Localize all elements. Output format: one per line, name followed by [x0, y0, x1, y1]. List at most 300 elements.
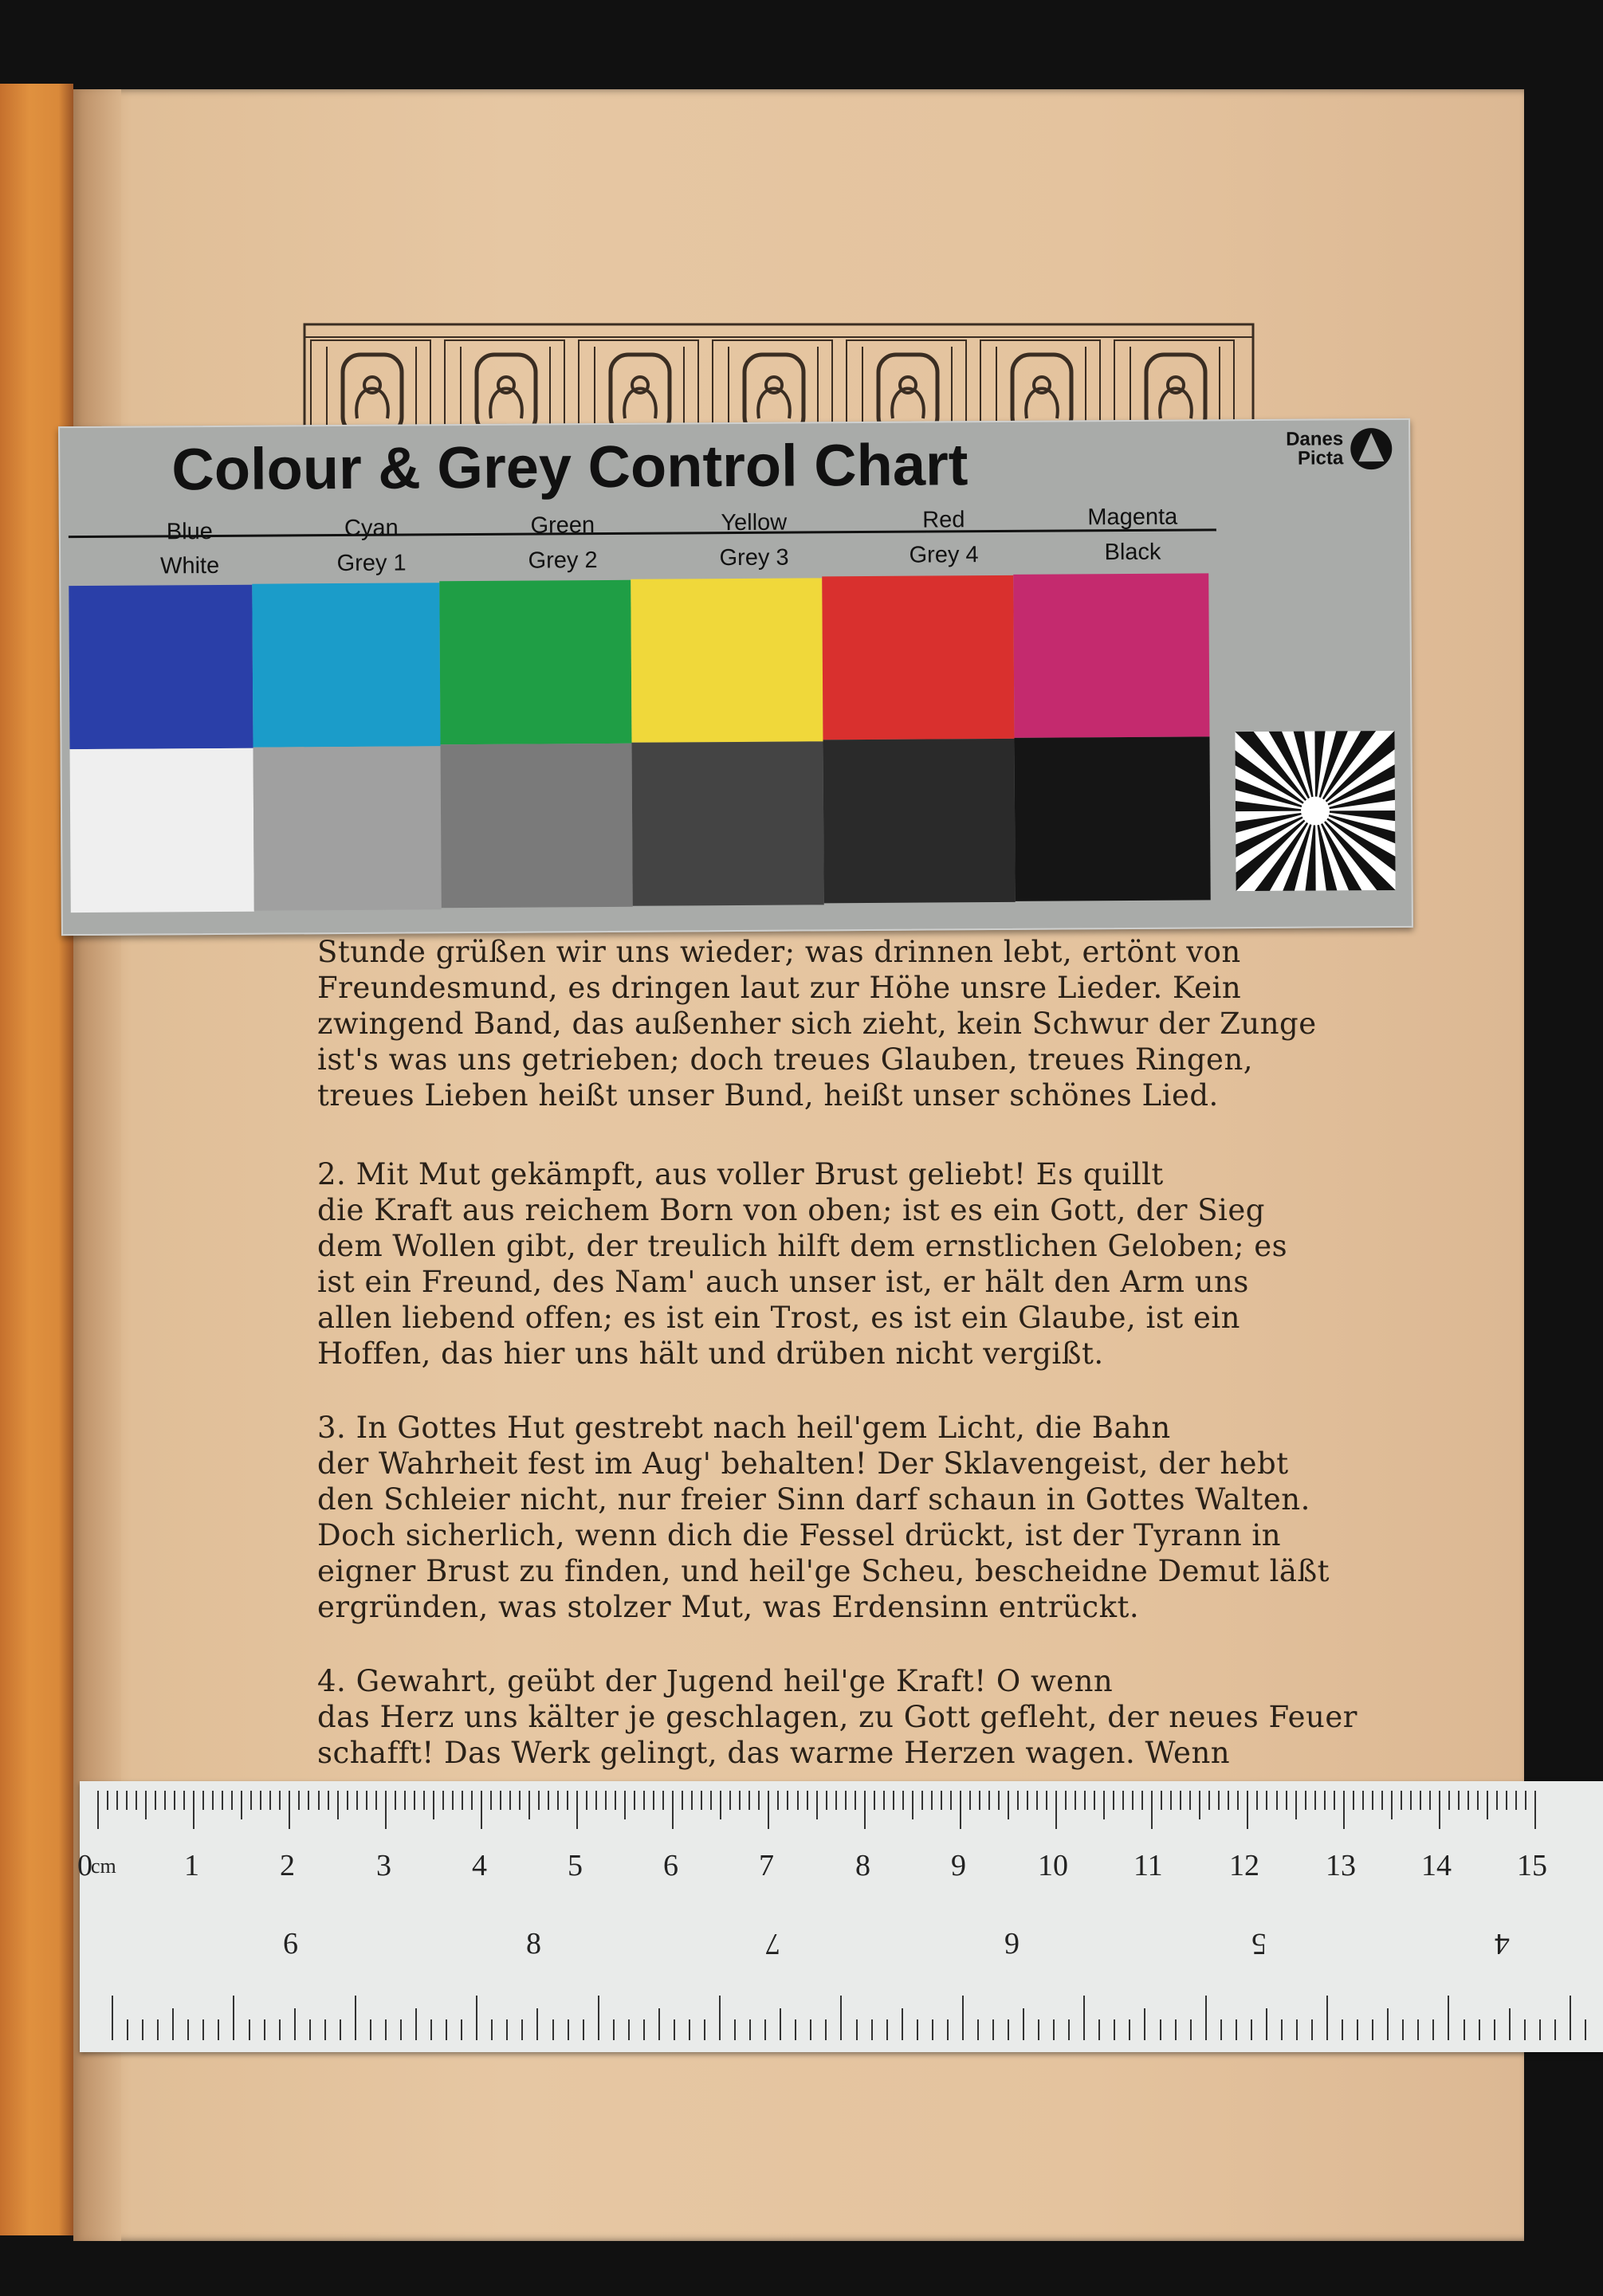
ruler-tick — [613, 2019, 615, 2040]
ruler-tick — [729, 1791, 731, 1810]
ruler-tick — [490, 1791, 492, 1810]
ruler-tick — [988, 1791, 990, 1810]
ruler-tick — [1027, 1791, 1028, 1810]
ruler-tick — [1439, 1791, 1440, 1829]
ruler-tick — [1065, 1791, 1067, 1810]
ruler-tick — [294, 2008, 296, 2040]
ruler-tick — [1479, 2019, 1480, 2040]
ruler-tick — [538, 1791, 540, 1810]
ruler-tick — [1180, 1791, 1181, 1810]
ruler-tick — [1276, 1791, 1278, 1810]
ruler-tick — [840, 1996, 842, 2040]
ruler-tick — [260, 1791, 261, 1810]
ruler-tick — [202, 1791, 204, 1810]
color-swatch — [439, 580, 631, 744]
ruler-tick — [183, 1791, 185, 1810]
ruler-tick — [107, 1791, 108, 1810]
ruler-tick — [318, 1791, 320, 1810]
ruler-tick — [1357, 2019, 1358, 2040]
ruler-tick — [222, 1791, 223, 1810]
ruler-tick — [1055, 1791, 1057, 1829]
ruler-tick — [1113, 1791, 1114, 1810]
ruler-tick — [816, 1791, 818, 1819]
ruler-tick — [328, 1791, 329, 1810]
ruler-tick — [689, 2019, 690, 2040]
color-swatch — [822, 575, 1014, 740]
ruler-tick — [825, 2019, 827, 2040]
ruler-tick — [289, 1791, 290, 1829]
ruler-tick — [810, 2019, 811, 2040]
ruler-number: 9 — [951, 1849, 966, 1882]
ruler-tick — [491, 2019, 493, 2040]
ruler-tick — [658, 2008, 660, 2040]
grey-swatch — [70, 748, 254, 913]
ruler-tick — [1266, 1791, 1267, 1810]
grey-swatch — [441, 744, 633, 908]
color-swatch — [631, 578, 823, 742]
text-line: Freundesmund, es dringen laut zur Höhe unsre Lieder. Kein — [317, 971, 1242, 1005]
ruler-tick — [136, 1791, 137, 1810]
ruler-tick — [795, 2019, 796, 2040]
ruler-tick — [1314, 1791, 1316, 1810]
ruler-tick — [932, 2019, 933, 2040]
ruler-tick — [883, 1791, 885, 1810]
ruler-tick — [536, 2008, 538, 2040]
ruler-tick — [231, 1791, 233, 1810]
ruler-tick — [1585, 2019, 1586, 2040]
ruler-tick — [172, 2008, 174, 2040]
ruler-tick — [886, 2019, 888, 2040]
text-line: der Wahrheit fest im Aug' behalten! Der Sklavengeist, der hebt — [317, 1446, 1289, 1481]
ruler-tick — [1228, 1791, 1229, 1810]
ruler-tick — [264, 2019, 265, 2040]
text-line: das Herz uns kälter je geschlagen, zu Gott gefleht, der neues Feuer — [317, 1700, 1357, 1734]
ruler-number: 3 — [376, 1849, 391, 1882]
ruler-tick — [519, 1791, 521, 1810]
ruler-tick — [962, 1996, 964, 2040]
ruler-tick — [1208, 1791, 1210, 1810]
ruler-tick — [1256, 1791, 1258, 1810]
ruler-number: 14 — [1421, 1849, 1452, 1882]
color-swatch — [69, 585, 253, 749]
ruler-tick — [1008, 1791, 1009, 1819]
ruler-tick — [634, 1791, 635, 1810]
ruler-tick — [155, 1791, 156, 1810]
ruler-tick — [1487, 1791, 1488, 1819]
ruler-tick — [662, 1791, 664, 1810]
ruler-tick — [385, 1791, 387, 1829]
ruler-tick — [874, 1791, 875, 1810]
text-line: ist's was uns getrieben; doch treues Glauben, treues Ringen, — [317, 1042, 1254, 1077]
ruler-tick — [1494, 2019, 1495, 2040]
ruler-tick — [826, 1791, 827, 1810]
ruler-tick — [452, 1791, 454, 1810]
ruler-tick — [442, 1791, 444, 1810]
ruler-tick — [370, 2019, 371, 2040]
ruler-tick — [1084, 1791, 1086, 1810]
ruler-tick — [749, 2019, 751, 2040]
ruler-tick — [1524, 2019, 1526, 2040]
label-grey-3: Grey 3 — [719, 544, 789, 571]
ruler-tick — [404, 1791, 406, 1810]
ruler-tick — [921, 1791, 923, 1810]
ruler-tick — [309, 2019, 311, 2040]
color-swatch — [252, 583, 440, 747]
ruler-tick — [1410, 1791, 1412, 1810]
measurement-ruler — [77, 1781, 1603, 2052]
ruler-tick — [1075, 1791, 1076, 1810]
ruler-tick — [1515, 1791, 1517, 1810]
label-magenta: Magenta — [1087, 504, 1178, 531]
ruler-tick — [1175, 2019, 1177, 2040]
ruler-tick — [127, 2019, 128, 2040]
ruler-tick — [400, 2019, 402, 2040]
ruler-tick — [202, 2019, 204, 2040]
ruler-tick — [1464, 2019, 1465, 2040]
ruler-tick — [1334, 1791, 1335, 1810]
ruler-tick — [1295, 1791, 1297, 1819]
ruler-tick — [864, 1791, 866, 1829]
ruler-tick — [557, 1791, 559, 1810]
ruler-tick — [521, 2019, 523, 2040]
ruler-tick — [1218, 1791, 1220, 1810]
ruler-tick — [1372, 1791, 1373, 1810]
ruler-tick — [856, 2019, 858, 2040]
ruler-tick — [1199, 1791, 1200, 1819]
ruler-tick — [902, 1791, 904, 1810]
brand-line: Picta — [1297, 447, 1344, 469]
ruler-tick — [615, 1791, 616, 1810]
label-green: Green — [530, 512, 595, 539]
text-line: allen liebend offen; es ist ein Trost, es ist ein Glaube, ist ein — [317, 1301, 1241, 1335]
ruler-tick — [415, 2008, 417, 2040]
ruler-number: 1 — [184, 1849, 199, 1882]
ruler-tick — [164, 1791, 166, 1810]
brand-logo — [1255, 430, 1343, 469]
ruler-tick — [568, 2019, 569, 2040]
text-line: schafft! Das Werk gelingt, das warme Herzen wagen. Wenn — [317, 1736, 1231, 1770]
ruler-tick — [595, 1791, 597, 1810]
ruler-tick — [598, 1996, 599, 2040]
ruler-tick — [1266, 2008, 1267, 2040]
ruler-number: 9 — [1004, 1927, 1020, 1960]
ruler-tick — [430, 2019, 432, 2040]
ruler-tick — [1017, 1791, 1019, 1810]
ruler-tick — [855, 1791, 856, 1810]
ruler-tick — [1205, 1996, 1207, 2040]
ruler-tick — [145, 1791, 147, 1819]
ruler-tick — [279, 2019, 281, 2040]
ruler-tick — [583, 2019, 584, 2040]
ruler-tick — [768, 1791, 769, 1829]
ruler-tick — [193, 1791, 194, 1829]
ruler-tick — [1189, 1791, 1191, 1810]
ruler-tick — [586, 1791, 587, 1810]
ruler-tick — [682, 1791, 683, 1810]
ruler-tick — [567, 1791, 568, 1810]
ruler-tick — [912, 1791, 913, 1819]
ruler-tick — [1429, 1791, 1431, 1810]
ruler-tick — [1129, 2019, 1130, 2040]
ruler-tick — [720, 1791, 721, 1819]
ruler-tick — [1008, 2019, 1009, 2040]
ruler-tick — [471, 1791, 473, 1810]
ruler-tick — [241, 1791, 242, 1819]
ruler-tick — [433, 1791, 434, 1819]
ruler-tick — [1247, 1791, 1248, 1829]
ruler-tick — [739, 1791, 741, 1810]
ruler-tick — [249, 2019, 250, 2040]
ruler-tick — [112, 1996, 113, 2040]
ruler-number: 5 — [1251, 1927, 1267, 1960]
ruler-tick — [1353, 1791, 1354, 1810]
ruler-tick — [1190, 2019, 1192, 2040]
ruler-number: 5 — [568, 1849, 583, 1882]
ruler-tick — [1236, 2019, 1237, 2040]
ruler-tick — [509, 1791, 511, 1810]
ruler-tick — [1038, 2019, 1039, 2040]
ruler-number: 13 — [1326, 1849, 1356, 1882]
ruler-tick — [1068, 2019, 1070, 2040]
ruler-tick — [917, 2019, 918, 2040]
ruler-tick — [992, 2019, 994, 2040]
ruler-tick — [643, 1791, 645, 1810]
ruler-tick — [462, 1791, 463, 1810]
ruler-tick — [902, 2008, 903, 2040]
ruler-tick — [126, 1791, 128, 1810]
ruler-tick — [710, 1791, 712, 1810]
ruler-tick — [356, 1791, 358, 1810]
text-line: Hoffen, das hier uns hält und drüben nicht vergißt. — [317, 1336, 1104, 1371]
ruler-number: 12 — [1229, 1849, 1259, 1882]
ruler-tick — [476, 1996, 477, 2040]
ruler-tick — [1053, 2019, 1055, 2040]
ruler-tick — [1539, 2019, 1541, 2040]
ruler-tick — [1458, 1791, 1460, 1810]
ruler-tick — [1420, 1791, 1421, 1810]
ruler-tick — [748, 1791, 750, 1810]
ruler-tick — [340, 2019, 341, 2040]
ruler-tick — [624, 1791, 626, 1819]
ruler-tick — [212, 1791, 214, 1810]
brand-line: Danes — [1286, 428, 1344, 450]
ruler-number: 6 — [283, 1927, 298, 1960]
ruler-tick — [807, 1791, 808, 1810]
ruler-tick — [764, 2019, 766, 2040]
ruler-tick — [691, 1791, 693, 1810]
ruler-tick — [1114, 2019, 1115, 2040]
colour-control-chart — [58, 418, 1413, 936]
ruler-tick — [1477, 1791, 1479, 1810]
ruler-tick — [947, 2019, 949, 2040]
text-line: dem Wollen gibt, der treulich hilft dem ernstlichen Geloben; es — [317, 1229, 1288, 1263]
brand-emblem-icon — [1347, 425, 1395, 473]
ruler-tick — [1506, 1791, 1507, 1810]
ruler-tick — [734, 2019, 736, 2040]
book-cover-edge — [0, 84, 73, 2235]
ruler-number: 4 — [1495, 1927, 1510, 1960]
grey-swatch — [631, 741, 823, 905]
ruler-tick — [1326, 1996, 1328, 2040]
ruler-tick — [1160, 2019, 1161, 2040]
ruler-tick — [528, 1791, 530, 1819]
ruler-tick — [674, 2019, 675, 2040]
ruler-tick — [835, 1791, 837, 1810]
ruler-tick — [1220, 2019, 1222, 2040]
ruler-tick — [1311, 2019, 1313, 2040]
text-line: den Schleier nicht, nur freier Sinn darf schaun in Gottes Walten. — [317, 1482, 1310, 1517]
ruler-tick — [97, 1791, 99, 1829]
ruler-number: 4 — [472, 1849, 487, 1882]
ruler-number: 8 — [855, 1849, 870, 1882]
grey-swatch — [1014, 736, 1210, 901]
ruler-tick — [1401, 1791, 1402, 1810]
ruler-tick — [701, 1791, 702, 1810]
ruler-tick — [1554, 2019, 1556, 2040]
ruler-tick — [279, 1791, 281, 1810]
ruler-tick — [1432, 2019, 1434, 2040]
ruler-tick — [446, 2019, 447, 2040]
ruler-tick — [1448, 1996, 1449, 2040]
ruler-tick — [116, 1791, 118, 1810]
ruler-tick — [1381, 1791, 1383, 1810]
ruler-tick — [777, 1791, 779, 1810]
ruler-tick — [1509, 2008, 1511, 2040]
ruler-tick — [960, 1791, 961, 1829]
ruler-tick — [395, 1791, 396, 1810]
ruler-tick — [969, 1791, 971, 1810]
ruler-tick — [414, 1791, 415, 1810]
ruler-tick — [1083, 1996, 1085, 2040]
ruler-tick — [1324, 1791, 1326, 1810]
ruler-tick — [1151, 1791, 1153, 1829]
label-grey-2: Grey 2 — [528, 548, 598, 574]
ruler-number: 2 — [280, 1849, 295, 1882]
label-grey-1: Grey 1 — [336, 550, 407, 577]
ruler-tick — [500, 1791, 501, 1810]
text-line: die Kraft aus reichem Born von oben; ist es ein Gott, der Sieg — [317, 1193, 1265, 1227]
ruler-tick — [1023, 2008, 1024, 2040]
ruler-number: 6 — [663, 1849, 678, 1882]
ruler-tick — [643, 2019, 645, 2040]
ruler-tick — [1387, 2008, 1389, 2040]
ruler-tick — [1402, 2019, 1404, 2040]
ruler-tick — [977, 2019, 979, 2040]
ruler-tick — [366, 1791, 367, 1810]
ruler-tick — [758, 1791, 760, 1810]
ruler-number: 0 — [77, 1849, 92, 1882]
ruler-tick — [1448, 1791, 1450, 1810]
text-line: 4. Gewahrt, geübt der Jugend heil'ge Kraft! O wenn — [317, 1664, 1114, 1698]
label-black: Black — [1104, 539, 1161, 566]
ruler-tick — [704, 2019, 705, 2040]
ruler-tick — [385, 2019, 387, 2040]
ruler-tick — [1237, 1791, 1239, 1810]
ruler-tick — [1281, 2019, 1283, 2040]
ruler-tick — [1496, 1791, 1498, 1810]
ruler-tick — [1161, 1791, 1162, 1810]
ruler-tick — [1570, 1996, 1571, 2040]
ruler-tick — [375, 1791, 377, 1810]
ruler-tick — [1534, 1791, 1536, 1829]
ruler-tick — [797, 1791, 799, 1810]
ruler-tick — [1251, 2019, 1252, 2040]
ruler-number: 8 — [526, 1927, 541, 1960]
text-line: 3. In Gottes Hut gestrebt nach heil'gem Licht, die Bahn — [317, 1411, 1171, 1445]
ruler-tick — [931, 1791, 933, 1810]
ruler-tick — [845, 1791, 847, 1810]
label-white: White — [159, 552, 220, 579]
ruler-tick — [1141, 1791, 1143, 1810]
ruler-tick — [1103, 1791, 1105, 1819]
text-line: ist ein Freund, des Nam' auch unser ist, er hält den Arm uns — [317, 1265, 1249, 1299]
ruler-tick — [950, 1791, 952, 1810]
ruler-tick — [893, 1791, 894, 1810]
label-blue: Blue — [166, 519, 213, 545]
ruler-tick — [347, 1791, 348, 1810]
ruler-tick — [1144, 2008, 1145, 2040]
grey-swatch — [823, 739, 1015, 903]
ruler-tick — [787, 1791, 788, 1810]
ruler-tick — [576, 1791, 578, 1829]
ruler-tick — [142, 2019, 143, 2040]
ruler-tick — [1305, 1791, 1306, 1810]
ruler-tick — [1391, 1791, 1393, 1819]
text-line: treues Lieben heißt unser Bund, heißt unser schönes Lied. — [317, 1078, 1219, 1113]
ruler-tick — [250, 1791, 252, 1810]
ruler-tick — [871, 2019, 873, 2040]
text-line: zwingend Band, das außenher sich zieht, kein Schwur der Zunge — [317, 1007, 1317, 1041]
ruler-tick — [506, 2019, 508, 2040]
starburst-target-icon — [1235, 731, 1395, 891]
ruler-tick — [1343, 1791, 1345, 1829]
text-line: eigner Brust zu finden, und heil'ge Scheu, bescheidne Demut läßt — [317, 1554, 1330, 1588]
ruler-tick — [324, 2019, 326, 2040]
ruler-tick — [423, 1791, 425, 1810]
grey-swatch — [253, 746, 442, 910]
text-line: ergründen, was stolzer Mut, was Erdensinn entrückt. — [317, 1590, 1140, 1624]
label-grey-4: Grey 4 — [909, 542, 979, 568]
ruler-tick — [979, 1791, 980, 1810]
ruler-tick — [298, 1791, 300, 1810]
ruler-tick — [552, 2019, 554, 2040]
ruler-number: 10 — [1038, 1849, 1068, 1882]
ruler-tick — [1362, 1791, 1364, 1810]
ruler-tick — [1132, 1791, 1133, 1810]
ruler-tick — [337, 1791, 339, 1819]
label-red: Red — [922, 507, 965, 533]
ruler-tick — [481, 1791, 482, 1829]
ruler-tick — [187, 2019, 189, 2040]
ruler-tick — [157, 2019, 159, 2040]
ruler-tick — [941, 1791, 942, 1810]
ruler-tick — [780, 2008, 781, 2040]
ruler-tick — [1094, 1791, 1095, 1810]
ruler-tick — [1417, 2019, 1419, 2040]
text-line: 2. Mit Mut gekämpft, aus voller Brust geliebt! Es quillt — [317, 1157, 1164, 1191]
chart-title: Colour & Grey Control Chart — [171, 431, 968, 503]
text-line: Stunde grüßen wir uns wieder; was drinnen lebt, ertönt von — [317, 935, 1241, 969]
ruler-tick — [1170, 1791, 1172, 1810]
ruler-tick — [218, 2019, 219, 2040]
ruler-tick — [1372, 2019, 1373, 2040]
ruler-tick — [719, 1996, 721, 2040]
ruler-tick — [174, 1791, 175, 1810]
ruler-number: 7 — [759, 1849, 774, 1882]
ruler-tick — [269, 1791, 271, 1810]
ruler-tick — [653, 1791, 654, 1810]
ruler-tick — [1122, 1791, 1124, 1810]
